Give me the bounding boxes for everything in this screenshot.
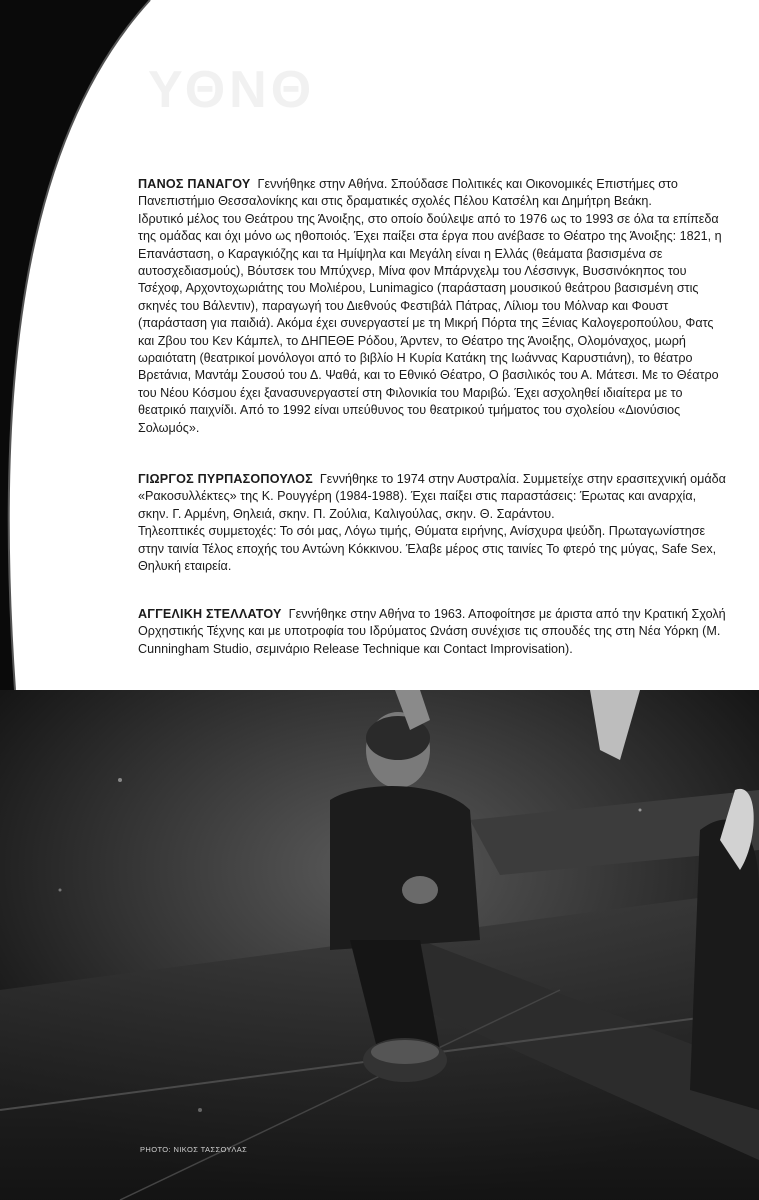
bio-name: ΓΙΩΡΓΟΣ ΠΥΡΠΑΣΟΠΟΥΛΟΣ — [138, 472, 313, 486]
bio-panagou — [138, 176, 728, 437]
bio-text: Γεννήθηκε το 1974 στην Αυστραλία. Συμμετείχε στην ερασιτεχνική ομάδα «Ρακοσυλλέκτες» της Κ. Ρουγγέρη (1984-1988). Έχει παίξει στις παραστάσεις: Έρωτας και αναρχία, σκην. Γ. Αρμένη, Θηλειά, σκην. Π. Ζούλια, Καλιγούλας, σκην. Θ. Σαράντου. — [138, 472, 726, 521]
bio-pyrpasopoulos — [138, 471, 728, 575]
bio-pyrpasopoulos-p2: Τηλεοπτικές συμμετοχές: Το σόι μας, Λόγω τιμής, Θύματα ειρήνης, Ανίσχυρα ψεύδη. Πρωταγωνίστησε στην ταινία Τέλος εποχής του Αντώνη Κόκκινου. Έλαβε μέρος στις ταινίες Το φτερό της μύγας, Safe Sex, Θηλυκή εταιρεία. — [138, 524, 717, 574]
bio-name: ΠΑΝΟΣ ΠΑΝΑΓΟΥ — [138, 177, 251, 191]
photo-image — [0, 690, 759, 1200]
bio-stellatou-p1 — [138, 606, 728, 658]
bio-text: Γεννήθηκε στην Αθήνα το 1963. Αποφοίτησε με άριστα από την Κρατική Σχολή Ορχηστικής Τέχνης και με υποτροφία του Ιδρύματος Ωνάση συνέχισε τις σπουδές της στη Νέα Υόρκη (M. Cunningham Studio, σεμινάριο Release Technique και Contact Improvisation). — [138, 607, 726, 656]
bio-text: Γεννήθηκε στην Αθήνα. Σπούδασε Πολιτικές και Οικονομικές Επιστήμες στο Πανεπιστήμιο Θεσσαλονίκης και στις δραματικές σχολές Πέλου Κατσέλη και Δημήτρη Βεάκη. — [138, 177, 678, 209]
faint-heading-decoration: ΥΘΝΘ — [148, 61, 316, 119]
bio-panagou-p1 — [138, 176, 728, 211]
bio-panagou-p2: Ιδρυτικό μέλος του Θεάτρου της Άνοιξης, στο οποίο δούλεψε από το 1976 ως το 1993 σε όλα τα επίπεδα της ομάδας και όχι μόνο ως ηθοποιός. Έχει παίξει στα έργα που ανέβασε το Θέατρο της Άνοιξης: 1821, η Επανάσταση, ο Καραγκιόζης και τα Ημίψηλα και Μεγάλη είναι η Ελλάς (θεάματα βασισμένα σε αυτοσχεδιασμούς), Βόυτσεκ του Μπύχνερ, Μίνα φον Μπάρνχελμ του Λέσσινγκ, Βυσσινόκηπος του Τσέχοφ, Αρχοντοχωριάτης του Μολιέρου, Lunimagico (παράσταση μουσικού θεάτρου βασισμένη στις σκηνές του Βάλεντιν), παραγωγή του Διεθνούς Φεστιβάλ Πάτρας, Λίλιομ του Μόλναρ και Φουστ (παράσταση για παιδιά). Ακόμα έχει συνεργαστεί με τη Μικρή Πόρτα της Ξένιας Καλογεροπούλου, Φατς και Ζβου του Κεν Κάμπελ, το ΔΗΠΕΘΕ Ρόδου, Άρντεν, το Θέατρο της Άνοιξης, Ολομόναχος, μωρή ωραιότατη (θεατρικοί μονόλογοι από το βιβλίο Η Κυρία Κατάκη της Ιωάννας Καρυστιάνη), το θέατρο Βρετάνια, Μαντάμ Σουσού του Δ. Ψαθά, και το Εθνικό Θέατρο, Ο βασιλικός του Α. Μάτεσι. Με το Θέατρο του Νέου Κόσμου έχει ξανασυνεργαστεί στη Φιλονικία του Μαριβώ. Έχει ασχοληθεί ιδιαίτερα με το θεατρικό παιχνίδι. Από το 1992 είναι υπεύθυνος του θεατρικού τμήματος του σχολείου «Διονύσιος Σολωμός». — [138, 211, 722, 435]
photo-credit: PHOTO: ΝΙΚΟΣ ΤΑΣΣΟΥΛΑΣ — [140, 1145, 248, 1154]
bio-stellatou — [138, 606, 728, 658]
bio-pyrpasopoulos-p1 — [138, 471, 728, 523]
bio-name: ΑΓΓΕΛΙΚΗ ΣΤΕΛΛΑΤΟΥ — [138, 607, 282, 621]
stage-photograph — [0, 690, 759, 1200]
